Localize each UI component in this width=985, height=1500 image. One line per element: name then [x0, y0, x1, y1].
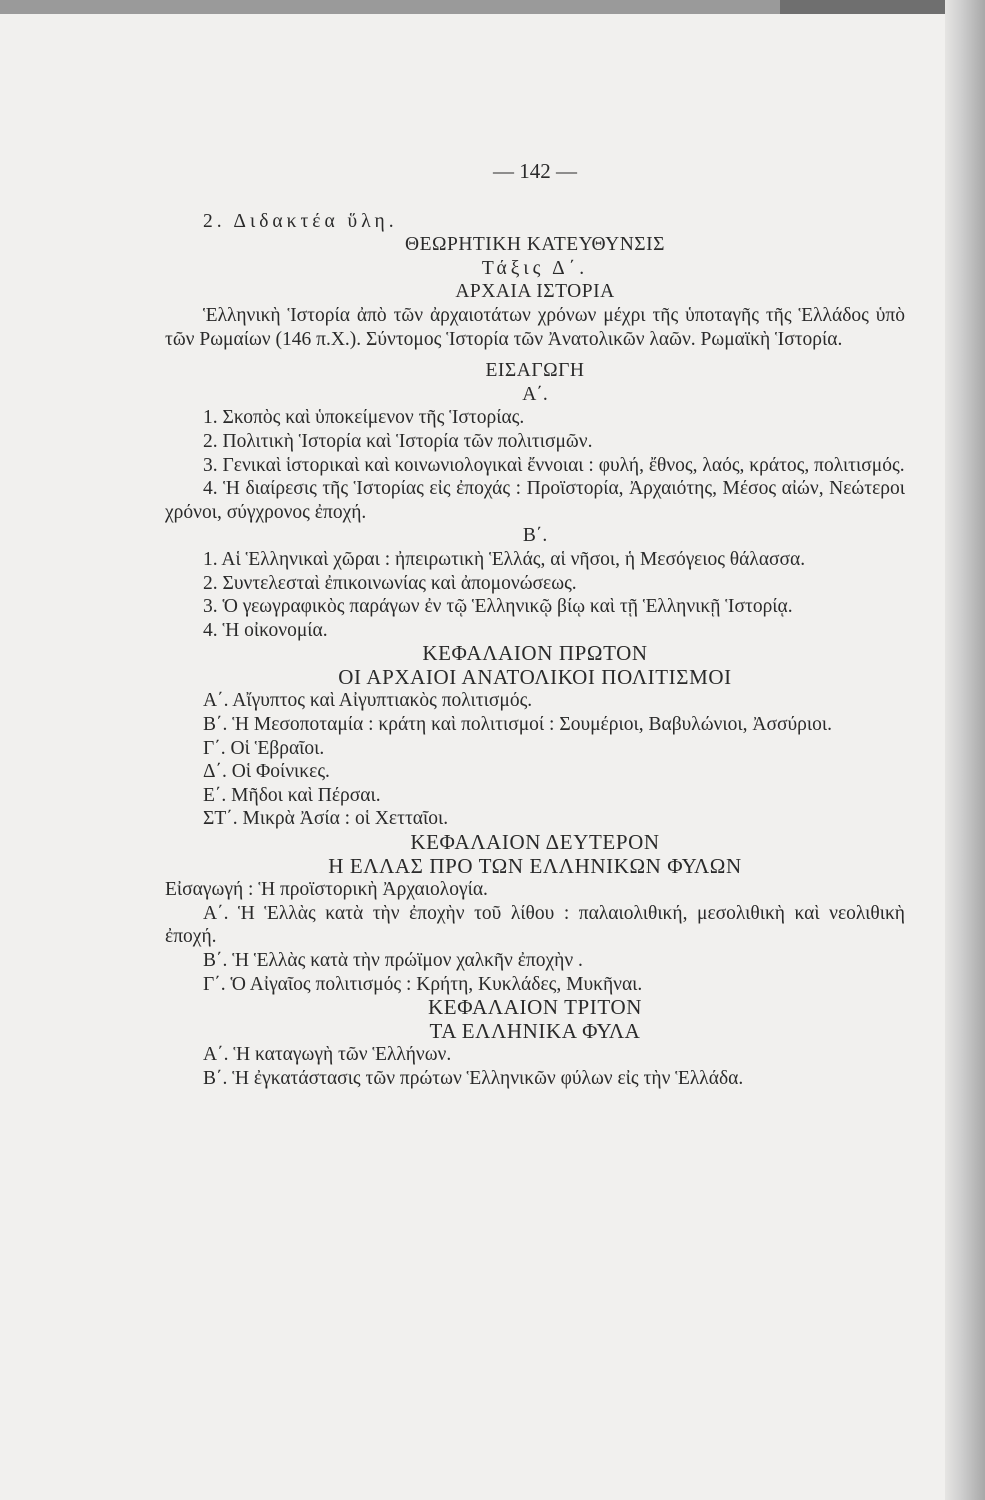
- page-edge-shadow: [945, 0, 985, 1500]
- part-b-item: 4. Ἡ οἰκονομία.: [203, 619, 328, 641]
- part-b-item: 3. Ὁ γεωγραφικὸς παράγων ἐν τῷ Ἑλληνικῷ βίῳ καὶ τῇ Ἑλληνικῇ Ἱστορίᾳ.: [203, 596, 793, 618]
- chapter1-item: Α΄. Αἴγυπτος καὶ Αἰγυπτιακὸς πολιτισμός.: [203, 690, 533, 712]
- chapter1-item: Ε΄. Μῆδοι καὶ Πέρσαι.: [203, 784, 381, 806]
- intro-title: ΕΙΣΑΓΩΓΗ: [485, 360, 585, 382]
- chapter1-title: ΟΙ ΑΡΧΑΙΟΙ ΑΝΑΤΟΛΙΚΟΙ ΠΟΛΙΤΙΣΜΟΙ: [338, 664, 732, 689]
- section-label: 2. Διδακτέα ὕλη.: [203, 210, 398, 232]
- class-label: Τάξις Δ΄.: [481, 257, 589, 279]
- page-number: — 142 —: [493, 159, 577, 183]
- chapter3-item: Β΄. Ἡ ἐγκατάστασις τῶν πρώτων Ἑλληνικῶν φύλων εἰς τὴν Ἑλλάδα.: [203, 1067, 744, 1089]
- part-b-heading: Β΄.: [522, 525, 548, 547]
- part-a-item: 2. Πολιτικὴ Ἱστορία καὶ Ἱστορία τῶν πολιτισμῶν.: [203, 430, 593, 452]
- subject-intro: Ἑλληνικὴ Ἱστορία ἀπὸ τῶν ἀρχαιοτάτων χρόνων μέχρι τῆς ὑποταγῆς τῆς Ἑλλάδος ὑπὸ τῶν Ρωμαίων (146 π.Χ.). Σύντομος Ἱστορία τῶν Ἀνατολικῶν λαῶν. Ρωμαϊκὴ Ἱστορία.: [165, 304, 905, 350]
- chapter2-item: Γ΄. Ὁ Αἰγαῖος πολιτισμός : Κρήτη, Κυκλάδες, Μυκῆναι.: [203, 973, 643, 995]
- chapter2-title: Η ΕΛΛΑΣ ΠΡΟ ΤΩΝ ΕΛΛΗΝΙΚΩΝ ΦΥΛΩΝ: [328, 853, 742, 878]
- chapter1-label: ΚΕΦΑΛΑΙΟΝ ΠΡΩΤΟΝ: [422, 641, 648, 666]
- direction-title: ΘΕΩΡΗΤΙΚΗ ΚΑΤΕΥΘΥΝΣΙΣ: [404, 234, 666, 256]
- part-a-item: 1. Σκοπὸς καὶ ὑποκείμενον τῆς Ἱστορίας.: [203, 407, 525, 429]
- part-b-item: 2. Συντελεσταὶ ἐπικοινωνίας καὶ ἀπομονώσεως.: [203, 572, 577, 594]
- part-b-item: 1. Αἱ Ἑλληνικαὶ χῶραι : ἠπειρωτικὴ Ἑλλάς, αἱ νῆσοι, ἡ Μεσόγειος θάλασσα.: [203, 548, 806, 570]
- chapter1-item: Γ΄. Οἱ Ἑβραῖοι.: [203, 737, 325, 759]
- chapter2-item: Α΄. Ἡ Ἑλλὰς κατὰ τὴν ἐποχὴν τοῦ λίθου : παλαιολιθική, μεσολιθικὴ καὶ νεολιθικὴ ἐποχή.: [165, 902, 905, 948]
- chapter3-label: ΚΕΦΑΛΑΙΟΝ ΤΡΙΤΟΝ: [428, 995, 642, 1020]
- chapter2-label: ΚΕΦΑΛΑΙΟΝ ΔΕΥΤΕΡΟΝ: [410, 830, 660, 855]
- subject-title: ΑΡΧΑΙΑ ΙΣΤΟΡΙΑ: [455, 281, 615, 303]
- chapter1-item: Δ΄. Οἱ Φοίνικες.: [203, 761, 330, 783]
- part-a-item: 4. Ἡ διαίρεσις τῆς Ἱστορίας εἰς ἐποχάς : Προϊστορία, Ἀρχαιότης, Μέσος αἰών, Νεώτεροι χρόνοι, σύγχρονος ἐποχή.: [165, 478, 905, 523]
- chapter2-item: Β΄. Ἡ Ἑλλὰς κατὰ τὴν πρώϊμον χαλκῆν ἐποχὴν .: [203, 950, 583, 971]
- part-a-heading: Α΄.: [522, 383, 548, 405]
- chapter3-title: ΤΑ ΕΛΛΗΝΙΚΑ ΦΥΛΑ: [429, 1018, 641, 1043]
- chapter3-item: Α΄. Ἡ καταγωγὴ τῶν Ἑλλήνων.: [203, 1044, 452, 1066]
- chapter2-intro: Εἰσαγωγή : Ἡ προϊστορικὴ Ἀρχαιολογία.: [165, 879, 488, 901]
- chapter1-item: Β΄. Ἡ Μεσοποταμία : κράτη καὶ πολιτισμοί : Σουμέριοι, Βαβυλώνιοι, Ἀσσύριοι.: [203, 714, 832, 736]
- chapter1-item: ΣΤ΄. Μικρὰ Ἀσία : οἱ Χετταῖοι.: [203, 808, 449, 830]
- page-text: [165, 160, 905, 1091]
- part-a-item: 3. Γενικαὶ ἱστορικαὶ καὶ κοινωνιολογικαὶ ἔννοιαι : φυλή, ἔθνος, λαός, κράτος, πολιτισμός.: [203, 454, 905, 476]
